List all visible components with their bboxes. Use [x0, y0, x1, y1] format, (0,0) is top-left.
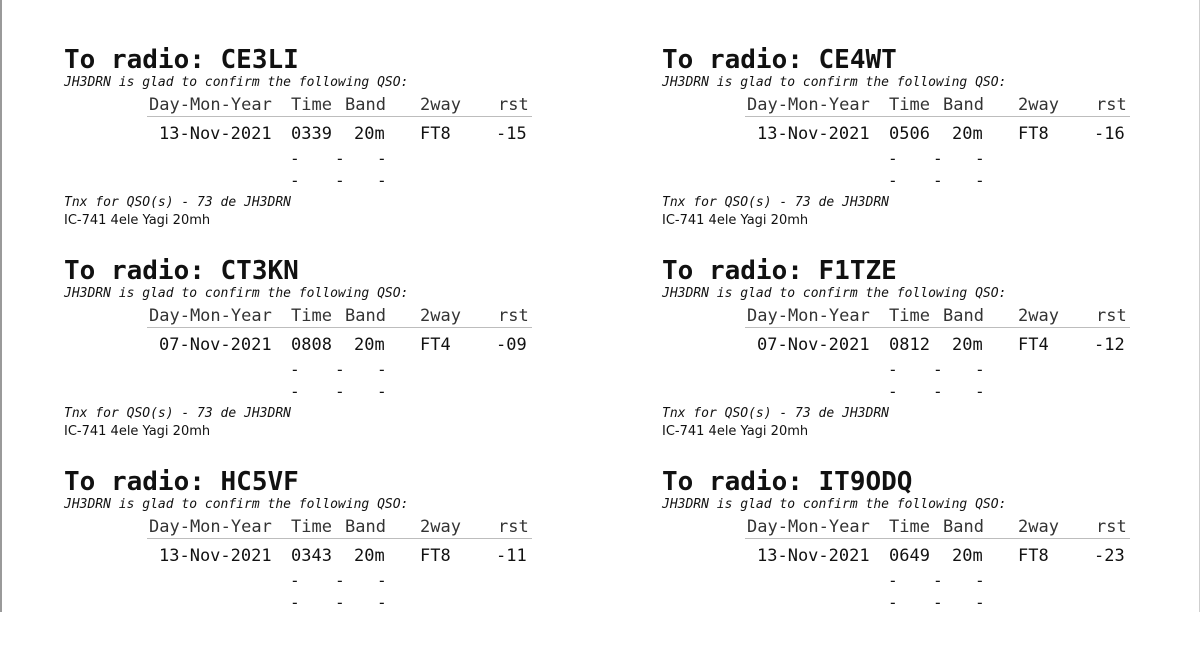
- header-rst: rst: [498, 517, 529, 537]
- qso-rst: -16: [1094, 124, 1125, 144]
- header-rst: rst: [498, 306, 529, 326]
- empty-band: -: [377, 149, 387, 168]
- empty-time: -: [888, 571, 898, 590]
- empty-time: -: [335, 171, 345, 190]
- header-rule: [745, 116, 1130, 117]
- confirm-text: JH3DRN is glad to confirm the following QSO:: [64, 497, 409, 512]
- empty-band: -: [377, 171, 387, 190]
- header-rule: [745, 538, 1130, 539]
- qso-date: 13-Nov-2021: [757, 124, 870, 144]
- qso-mode: FT8: [420, 124, 451, 144]
- header-mode: 2way: [420, 306, 461, 326]
- header-band: Band: [943, 95, 984, 115]
- header-date: Day-Mon-Year: [149, 95, 272, 115]
- header-band: Band: [943, 306, 984, 326]
- qso-band: 20m: [354, 546, 385, 566]
- confirm-text: JH3DRN is glad to confirm the following QSO:: [64, 75, 409, 90]
- empty-time: -: [335, 571, 345, 590]
- qso-mode: FT8: [1018, 124, 1049, 144]
- empty-time: -: [933, 593, 943, 612]
- empty-time: -: [290, 360, 300, 379]
- header-date: Day-Mon-Year: [747, 306, 870, 326]
- empty-band: -: [975, 593, 985, 612]
- empty-band: -: [377, 593, 387, 612]
- qso-band: 20m: [952, 546, 983, 566]
- header-mode: 2way: [420, 517, 461, 537]
- qso-mode: FT4: [420, 335, 451, 355]
- qso-rst: -11: [496, 546, 527, 566]
- card-title: To radio: CT3KN: [64, 256, 299, 286]
- empty-time: -: [335, 593, 345, 612]
- header-rst: rst: [1096, 95, 1127, 115]
- empty-band: -: [377, 382, 387, 401]
- header-date: Day-Mon-Year: [747, 517, 870, 537]
- qso-date: 07-Nov-2021: [757, 335, 870, 355]
- qsl-card: [662, 45, 1182, 245]
- header-date: Day-Mon-Year: [747, 95, 870, 115]
- empty-time: -: [888, 149, 898, 168]
- empty-time: -: [888, 593, 898, 612]
- header-mode: 2way: [1018, 95, 1059, 115]
- header-band: Band: [345, 517, 386, 537]
- empty-time: -: [933, 360, 943, 379]
- empty-time: -: [933, 171, 943, 190]
- thanks-line: Tnx for QSO(s) - 73 de JH3DRN: [64, 195, 291, 210]
- empty-time: -: [290, 382, 300, 401]
- thanks-line: Tnx for QSO(s) - 73 de JH3DRN: [662, 406, 889, 421]
- empty-time: -: [335, 149, 345, 168]
- header-rule: [147, 327, 532, 328]
- qso-band: 20m: [952, 335, 983, 355]
- card-title: To radio: CE4WT: [662, 45, 897, 75]
- qsl-card: [662, 256, 1182, 456]
- empty-band: -: [975, 360, 985, 379]
- empty-time: -: [290, 571, 300, 590]
- thanks-line: Tnx for QSO(s) - 73 de JH3DRN: [64, 406, 291, 421]
- qso-rst: -23: [1094, 546, 1125, 566]
- equipment-line: IC-741 4ele Yagi 20mh: [64, 213, 211, 228]
- qso-mode: FT4: [1018, 335, 1049, 355]
- header-rst: rst: [1096, 306, 1127, 326]
- qsl-card: [662, 467, 1182, 667]
- empty-band: -: [377, 360, 387, 379]
- card-title: To radio: IT9ODQ: [662, 467, 913, 497]
- card-title: To radio: HC5VF: [64, 467, 299, 497]
- header-rule: [745, 327, 1130, 328]
- empty-time: -: [933, 382, 943, 401]
- empty-band: -: [975, 149, 985, 168]
- header-time: Time: [889, 306, 930, 326]
- qso-date: 13-Nov-2021: [757, 546, 870, 566]
- empty-band: -: [975, 382, 985, 401]
- qso-time: 0812: [889, 335, 930, 355]
- qso-rst: -12: [1094, 335, 1125, 355]
- qso-date: 13-Nov-2021: [159, 124, 272, 144]
- empty-time: -: [335, 382, 345, 401]
- qso-time: 0506: [889, 124, 930, 144]
- empty-time: -: [888, 382, 898, 401]
- empty-time: -: [290, 593, 300, 612]
- header-mode: 2way: [420, 95, 461, 115]
- empty-time: -: [290, 171, 300, 190]
- qso-mode: FT8: [420, 546, 451, 566]
- header-rst: rst: [498, 95, 529, 115]
- qso-date: 13-Nov-2021: [159, 546, 272, 566]
- card-title: To radio: F1TZE: [662, 256, 897, 286]
- header-mode: 2way: [1018, 306, 1059, 326]
- qsl-card: [64, 467, 584, 667]
- qso-time: 0339: [291, 124, 332, 144]
- qso-time: 0649: [889, 546, 930, 566]
- qsl-card: [64, 256, 584, 456]
- equipment-line: IC-741 4ele Yagi 20mh: [64, 424, 211, 439]
- empty-band: -: [975, 171, 985, 190]
- qso-time: 0808: [291, 335, 332, 355]
- header-date: Day-Mon-Year: [149, 306, 272, 326]
- empty-time: -: [888, 171, 898, 190]
- header-time: Time: [291, 517, 332, 537]
- confirm-text: JH3DRN is glad to confirm the following QSO:: [662, 497, 1007, 512]
- qso-date: 07-Nov-2021: [159, 335, 272, 355]
- header-band: Band: [345, 95, 386, 115]
- confirm-text: JH3DRN is glad to confirm the following QSO:: [662, 286, 1007, 301]
- header-rule: [147, 538, 532, 539]
- empty-band: -: [377, 571, 387, 590]
- header-mode: 2way: [1018, 517, 1059, 537]
- header-band: Band: [943, 517, 984, 537]
- empty-time: -: [933, 571, 943, 590]
- header-time: Time: [889, 95, 930, 115]
- thanks-line: Tnx for QSO(s) - 73 de JH3DRN: [662, 195, 889, 210]
- header-rst: rst: [1096, 517, 1127, 537]
- qso-band: 20m: [952, 124, 983, 144]
- header-time: Time: [889, 517, 930, 537]
- empty-band: -: [975, 571, 985, 590]
- confirm-text: JH3DRN is glad to confirm the following QSO:: [64, 286, 409, 301]
- qso-rst: -09: [496, 335, 527, 355]
- equipment-line: IC-741 4ele Yagi 20mh: [662, 424, 809, 439]
- qso-time: 0343: [291, 546, 332, 566]
- empty-time: -: [933, 149, 943, 168]
- qso-mode: FT8: [1018, 546, 1049, 566]
- empty-time: -: [888, 360, 898, 379]
- qso-band: 20m: [354, 124, 385, 144]
- qso-band: 20m: [354, 335, 385, 355]
- confirm-text: JH3DRN is glad to confirm the following QSO:: [662, 75, 1007, 90]
- qsl-card: [64, 45, 584, 245]
- equipment-line: IC-741 4ele Yagi 20mh: [662, 213, 809, 228]
- header-date: Day-Mon-Year: [149, 517, 272, 537]
- empty-time: -: [290, 149, 300, 168]
- card-title: To radio: CE3LI: [64, 45, 299, 75]
- header-band: Band: [345, 306, 386, 326]
- qso-rst: -15: [496, 124, 527, 144]
- header-time: Time: [291, 95, 332, 115]
- empty-time: -: [335, 360, 345, 379]
- header-time: Time: [291, 306, 332, 326]
- header-rule: [147, 116, 532, 117]
